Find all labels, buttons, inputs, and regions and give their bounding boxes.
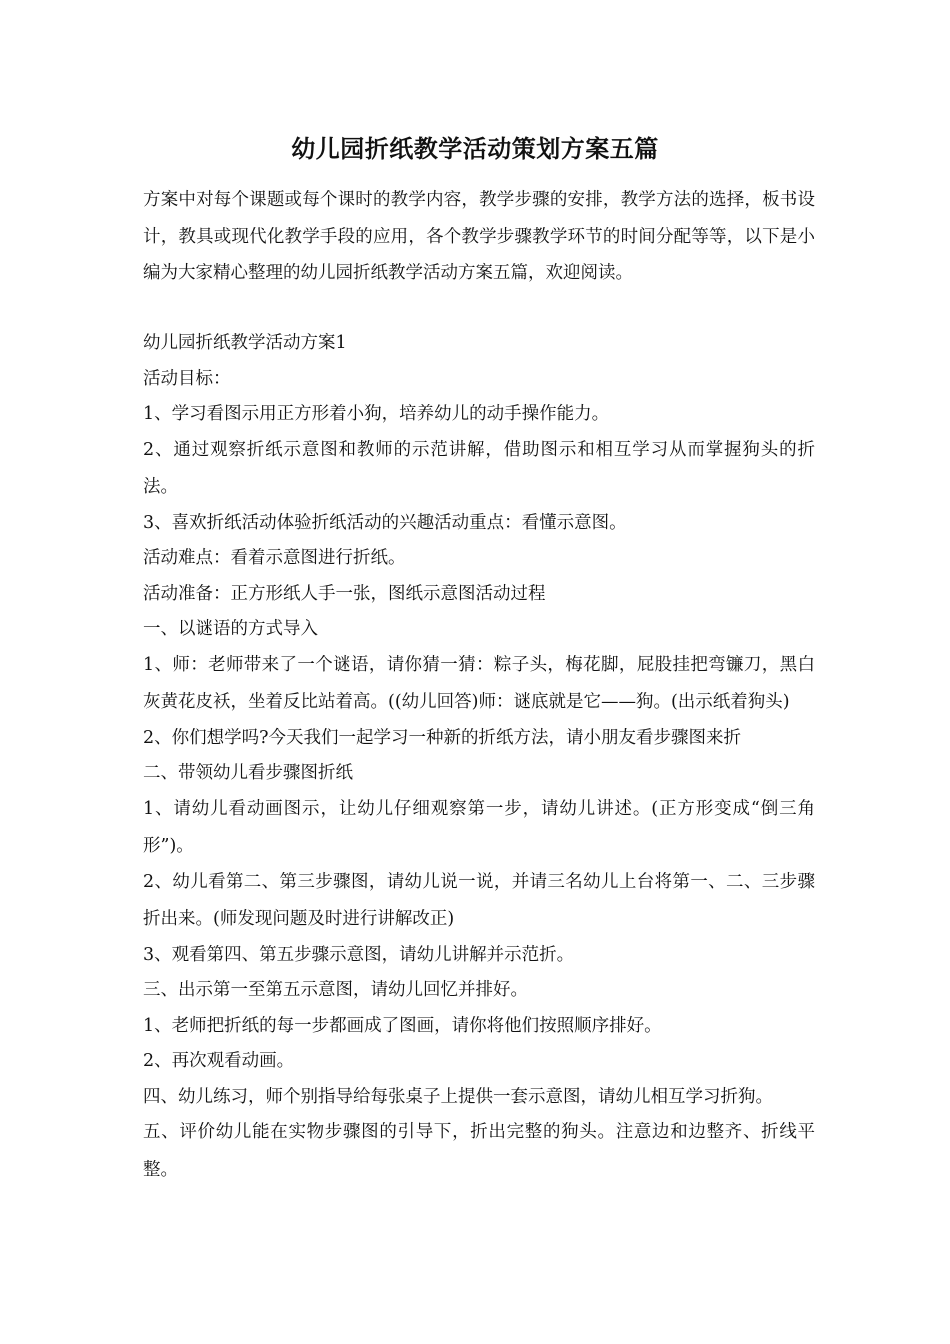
- paragraph: 3、喜欢折纸活动体验折纸活动的兴趣活动重点：看懂示意图。: [143, 512, 627, 533]
- paragraph: 1、老师把折纸的每一步都画成了图画，请你将他们按照顺序排好。: [143, 1015, 662, 1036]
- paragraph: 3、观看第四、第五步骤示意图，请幼儿讲解并示范折。: [143, 944, 575, 965]
- paragraph: 2、通过观察折纸示意图和教师的示范讲解，借助图示和相互学习从而掌握狗头的折法。: [143, 439, 815, 497]
- paragraph: 1、师：老师带来了一个谜语，请你猜一猜：粽子头，梅花脚，屁股挂把弯镰刀，黑白灰黄花皮袄，坐着反比站着高。((幼儿回答)师：谜底就是它——狗。(出示纸着狗头): [143, 654, 815, 712]
- paragraph: 活动准备：正方形纸人手一张，图纸示意图活动过程: [143, 583, 546, 604]
- document-body: [143, 328, 815, 1190]
- paragraph: 活动难点：看着示意图进行折纸。: [143, 548, 406, 568]
- paragraph: 三、出示第一至第五示意图，请幼儿回忆并排好。: [143, 980, 528, 1000]
- section-heading: 幼儿园折纸教学活动方案1: [143, 333, 347, 353]
- document-title: 幼儿园折纸教学活动策划方案五篇: [291, 134, 659, 163]
- paragraph: 2、再次观看动画。: [143, 1051, 295, 1071]
- paragraph: 活动目标：: [143, 368, 231, 389]
- paragraph: 五、评价幼儿能在实物步骤图的引导下，折出完整的狗头。注意边和边整齐、折线平整。: [143, 1122, 815, 1180]
- intro-paragraph: 方案中对每个课题或每个课时的教学内容，教学步骤的安排，教学方法的选择，板书设计，教具或现代化教学手段的应用，各个教学步骤教学环节的时间分配等等，以下是小编为大家精心整理的幼儿园折纸教学活动方案五篇，欢迎阅读。: [143, 190, 815, 283]
- paragraph: 1、请幼儿看动画图示，让幼儿仔细观察第一步，请幼儿讲述。(正方形变成“倒三角形”)。: [143, 798, 815, 856]
- paragraph: 2、你们想学吗?今天我们一起学习一种新的折纸方法，请小朋友看步骤图来折: [143, 727, 742, 748]
- paragraph: 四、幼儿练习，师个别指导给每张桌子上提供一套示意图，请幼儿相互学习折狗。: [143, 1086, 773, 1107]
- paragraph: 2、幼儿看第二、第三步骤图，请幼儿说一说，并请三名幼儿上台将第一、二、三步骤折出来。(师发现问题及时进行讲解改正): [143, 871, 815, 929]
- paragraph: 一、以谜语的方式导入: [143, 619, 318, 639]
- paragraph: 1、学习看图示用正方形着小狗，培养幼儿的动手操作能力。: [143, 404, 610, 424]
- paragraph: 二、带领幼儿看步骤图折纸: [143, 763, 353, 783]
